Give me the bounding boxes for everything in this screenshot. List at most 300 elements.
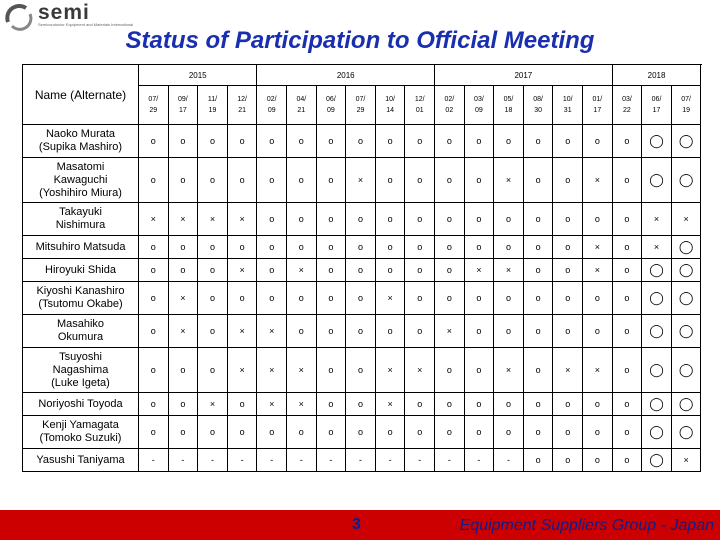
attendance-mark: - — [227, 449, 257, 472]
attendance-mark: × — [464, 259, 494, 282]
member-name-line: (Luke Igeta) — [51, 376, 110, 389]
member-name-line: Naoko Murata — [45, 128, 116, 140]
attendance-mark: o — [287, 282, 317, 315]
attendance-mark: o — [168, 158, 198, 203]
date-month: 12/ — [237, 96, 247, 103]
attendance-mark: o — [405, 315, 435, 348]
member-name-line: (Tsutomu Okabe) — [38, 298, 123, 310]
attendance-mark: o — [464, 282, 494, 315]
year-header-row — [23, 65, 701, 86]
date-day: 29 — [356, 107, 365, 114]
meeting-date-header — [671, 86, 701, 125]
attendance-mark: o — [583, 449, 613, 472]
attendance-mark: o — [523, 393, 553, 416]
attendance-mark: o — [168, 393, 198, 416]
date-day: 21 — [297, 107, 306, 114]
attendance-mark: o — [346, 348, 376, 393]
member-name-cell — [23, 348, 139, 393]
attendance-mark: o — [375, 259, 405, 282]
attendance-mark: o — [257, 259, 287, 282]
attendance-mark: o — [198, 315, 228, 348]
attendance-mark: × — [375, 348, 405, 393]
attendance-mark: ◯ — [671, 236, 701, 259]
attendance-mark: o — [612, 416, 642, 449]
date-month: 05/ — [503, 96, 514, 103]
attendance-mark: ◯ — [642, 449, 672, 472]
date-month: 04/ — [296, 96, 307, 103]
attendance-mark: o — [139, 348, 169, 393]
member-name-line: Kenji Yamagata — [42, 419, 119, 431]
attendance-mark: - — [375, 449, 405, 472]
attendance-mark: ◯ — [642, 315, 672, 348]
attendance-mark: o — [139, 282, 169, 315]
date-day: 19 — [682, 107, 691, 114]
attendance-mark: o — [494, 393, 524, 416]
attendance-mark: o — [227, 236, 257, 259]
attendance-mark: o — [523, 259, 553, 282]
attendance-mark: × — [168, 315, 198, 348]
date-month: 12/ — [414, 96, 425, 103]
attendance-mark: o — [405, 393, 435, 416]
member-name-line: Tsuyoshi — [59, 350, 102, 363]
attendance-mark: o — [553, 315, 583, 348]
attendance-mark: o — [464, 315, 494, 348]
attendance-mark: o — [405, 158, 435, 203]
date-month: 02/ — [444, 96, 455, 103]
attendance-mark: o — [375, 416, 405, 449]
member-row — [23, 282, 701, 315]
member-row — [23, 125, 701, 158]
attendance-mark: × — [494, 259, 524, 282]
member-row — [23, 236, 701, 259]
attendance-mark: o — [227, 416, 257, 449]
attendance-mark: o — [139, 158, 169, 203]
attendance-mark: o — [287, 125, 317, 158]
attendance-mark: o — [612, 282, 642, 315]
attendance-mark: × — [139, 203, 169, 236]
attendance-mark: o — [612, 125, 642, 158]
member-name-cell — [23, 259, 139, 282]
attendance-mark: o — [168, 236, 198, 259]
date-day: 21 — [238, 107, 246, 114]
page-number: 3 — [352, 516, 361, 533]
attendance-mark: o — [435, 259, 465, 282]
date-month: 08/ — [533, 96, 543, 103]
date-day: 09 — [267, 107, 276, 114]
date-day: 22 — [623, 107, 631, 114]
attendance-mark: o — [257, 236, 287, 259]
date-month: 07/ — [681, 96, 691, 103]
member-name-line: Takayuki — [59, 206, 102, 218]
attendance-mark: o — [375, 125, 405, 158]
attendance-mark: o — [583, 416, 613, 449]
attendance-mark: o — [464, 348, 494, 393]
member-name-cell — [23, 236, 139, 259]
attendance-mark: o — [464, 158, 494, 203]
date-month: 03/ — [474, 96, 484, 103]
attendance-mark: o — [227, 125, 257, 158]
meeting-date-header — [316, 86, 346, 125]
member-name-cell — [23, 315, 139, 348]
attendance-mark: o — [464, 416, 494, 449]
attendance-mark: × — [198, 203, 228, 236]
logo-tagline: Semiconductor Equipment and Materials International — [38, 22, 134, 27]
attendance-mark: o — [435, 236, 465, 259]
attendance-mark: o — [287, 416, 317, 449]
meeting-date-header — [494, 86, 524, 125]
attendance-mark: o — [316, 282, 346, 315]
attendance-mark: o — [523, 449, 553, 472]
attendance-mark: ◯ — [642, 158, 672, 203]
meeting-date-header — [287, 86, 317, 125]
attendance-mark: o — [553, 236, 583, 259]
attendance-mark: o — [553, 393, 583, 416]
date-month: 02/ — [266, 96, 277, 103]
member-row — [23, 348, 701, 393]
attendance-mark: o — [523, 125, 553, 158]
attendance-mark: o — [435, 282, 465, 315]
meeting-date-header — [612, 86, 642, 125]
attendance-mark: o — [583, 393, 613, 416]
attendance-mark: o — [198, 348, 228, 393]
attendance-mark: o — [435, 416, 465, 449]
meeting-date-header — [227, 86, 257, 125]
attendance-mark: o — [316, 236, 346, 259]
attendance-mark: × — [227, 259, 257, 282]
attendance-mark: o — [139, 125, 169, 158]
attendance-mark: × — [583, 158, 613, 203]
attendance-mark: o — [405, 282, 435, 315]
member-name-line: Nishimura — [55, 219, 106, 231]
meeting-date-header — [375, 86, 405, 125]
attendance-mark: o — [139, 236, 169, 259]
attendance-mark: × — [227, 315, 257, 348]
attendance-mark: o — [346, 259, 376, 282]
attendance-mark: o — [139, 393, 169, 416]
attendance-mark: o — [227, 158, 257, 203]
meeting-date-header — [553, 86, 583, 125]
attendance-mark: o — [316, 348, 346, 393]
attendance-mark: o — [227, 282, 257, 315]
attendance-mark: o — [494, 236, 524, 259]
attendance-mark: × — [671, 449, 701, 472]
attendance-mark: o — [316, 259, 346, 282]
attendance-mark: o — [375, 158, 405, 203]
attendance-mark: ◯ — [642, 416, 672, 449]
attendance-mark: × — [642, 236, 672, 259]
attendance-mark: o — [375, 236, 405, 259]
attendance-mark: o — [435, 203, 465, 236]
attendance-mark: o — [523, 158, 553, 203]
attendance-mark: o — [346, 393, 376, 416]
member-row — [23, 259, 701, 282]
meeting-date-header — [405, 86, 435, 125]
attendance-mark: × — [287, 393, 317, 416]
attendance-mark: o — [346, 416, 376, 449]
year-header: 2016 — [257, 65, 435, 86]
attendance-mark: o — [168, 125, 198, 158]
member-name-line: (Tomoko Suzuki) — [39, 432, 122, 444]
attendance-mark: o — [168, 259, 198, 282]
date-month: 10/ — [562, 96, 573, 103]
attendance-mark: - — [168, 449, 198, 472]
attendance-mark: - — [198, 449, 228, 472]
date-day: 30 — [534, 107, 542, 114]
attendance-mark: o — [464, 393, 494, 416]
meeting-date-header — [139, 86, 169, 125]
attendance-mark: × — [227, 348, 257, 393]
attendance-mark: ◯ — [642, 282, 672, 315]
date-day: 29 — [149, 107, 158, 114]
attendance-mark: o — [375, 203, 405, 236]
member-name-cell — [23, 416, 139, 449]
date-day: 17 — [178, 107, 187, 114]
date-day: 17 — [593, 107, 602, 114]
attendance-mark: o — [583, 125, 613, 158]
attendance-mark: o — [316, 315, 346, 348]
attendance-mark: o — [375, 315, 405, 348]
attendance-mark: o — [257, 203, 287, 236]
attendance-mark: o — [553, 158, 583, 203]
date-day: 09 — [327, 107, 335, 114]
member-row — [23, 393, 701, 416]
attendance-mark: × — [168, 282, 198, 315]
attendance-mark: o — [198, 158, 228, 203]
member-row — [23, 158, 701, 203]
attendance-mark: o — [553, 259, 583, 282]
footer-org: Equipment Suppliers Group - Japan — [459, 517, 714, 534]
attendance-mark: o — [612, 449, 642, 472]
meeting-date-header — [435, 86, 465, 125]
attendance-mark: o — [494, 416, 524, 449]
attendance-mark: o — [257, 158, 287, 203]
date-month: 07/ — [148, 96, 159, 103]
member-name-line: Yasushi Taniyama — [36, 453, 125, 466]
attendance-mark: o — [316, 393, 346, 416]
attendance-mark: - — [139, 449, 169, 472]
footer-bar — [0, 510, 720, 540]
attendance-mark: × — [287, 348, 317, 393]
attendance-mark: ◯ — [671, 158, 701, 203]
meeting-date-header — [168, 86, 198, 125]
attendance-mark: o — [405, 125, 435, 158]
attendance-mark: × — [583, 236, 613, 259]
date-day: 01 — [415, 107, 424, 114]
attendance-mark: - — [346, 449, 376, 472]
attendance-mark: × — [375, 393, 405, 416]
date-month: 09/ — [178, 96, 188, 103]
meeting-date-header — [464, 86, 494, 125]
attendance-mark: - — [287, 449, 317, 472]
date-day: 18 — [504, 107, 513, 114]
attendance-mark: o — [464, 125, 494, 158]
attendance-mark: o — [405, 236, 435, 259]
attendance-mark: o — [494, 315, 524, 348]
attendance-mark: × — [257, 315, 287, 348]
participation-table — [22, 64, 701, 472]
attendance-mark: o — [405, 416, 435, 449]
meeting-date-header — [583, 86, 613, 125]
attendance-mark: × — [583, 348, 613, 393]
attendance-mark: o — [612, 203, 642, 236]
attendance-mark: o — [553, 282, 583, 315]
attendance-mark: - — [316, 449, 346, 472]
member-name-line: Kawaguchi — [53, 173, 108, 186]
date-day: 02 — [445, 107, 454, 114]
attendance-mark: o — [316, 158, 346, 203]
date-day: 14 — [386, 107, 394, 114]
attendance-mark: × — [553, 348, 583, 393]
attendance-mark: - — [257, 449, 287, 472]
attendance-mark: o — [168, 416, 198, 449]
date-day: 09 — [475, 107, 483, 114]
attendance-mark: × — [405, 348, 435, 393]
attendance-mark: ◯ — [671, 393, 701, 416]
meeting-date-header — [198, 86, 228, 125]
date-month: 07/ — [355, 96, 366, 103]
attendance-mark: o — [523, 315, 553, 348]
member-name-line: Nagashima — [52, 363, 109, 376]
attendance-mark: o — [198, 259, 228, 282]
member-name-cell — [23, 449, 139, 472]
attendance-mark: o — [583, 203, 613, 236]
attendance-mark: o — [464, 203, 494, 236]
attendance-mark: × — [227, 203, 257, 236]
attendance-mark: o — [346, 125, 376, 158]
attendance-mark: - — [494, 449, 524, 472]
attendance-mark: o — [523, 348, 553, 393]
member-name-cell — [23, 203, 139, 236]
attendance-mark: ◯ — [671, 259, 701, 282]
attendance-mark: ◯ — [671, 315, 701, 348]
member-name-line: Masahiko — [56, 318, 105, 330]
attendance-mark: ◯ — [671, 125, 701, 158]
year-header: 2015 — [139, 65, 257, 86]
attendance-mark: o — [612, 236, 642, 259]
member-name-line: Noriyoshi Toyoda — [38, 397, 123, 410]
attendance-mark: o — [583, 315, 613, 348]
meeting-date-header — [523, 86, 553, 125]
date-month: 06/ — [326, 96, 336, 103]
attendance-mark: o — [139, 259, 169, 282]
attendance-mark: ◯ — [671, 416, 701, 449]
attendance-mark: × — [494, 158, 524, 203]
year-header: 2017 — [435, 65, 613, 86]
attendance-mark: - — [464, 449, 494, 472]
attendance-mark: o — [346, 203, 376, 236]
attendance-mark: × — [346, 158, 376, 203]
attendance-mark: o — [346, 236, 376, 259]
meeting-date-header — [346, 86, 376, 125]
attendance-mark: o — [257, 282, 287, 315]
attendance-mark: × — [642, 203, 672, 236]
member-row — [23, 449, 701, 472]
attendance-mark: ◯ — [642, 125, 672, 158]
attendance-mark: o — [553, 125, 583, 158]
attendance-mark: o — [198, 282, 228, 315]
attendance-mark: × — [198, 393, 228, 416]
attendance-mark: o — [198, 125, 228, 158]
member-row — [23, 203, 701, 236]
attendance-mark: o — [139, 416, 169, 449]
date-month: 01/ — [592, 96, 603, 103]
attendance-mark: o — [523, 236, 553, 259]
attendance-mark: ◯ — [671, 348, 701, 393]
date-month: 06/ — [651, 96, 662, 103]
date-day: 19 — [208, 107, 217, 114]
attendance-mark: - — [405, 449, 435, 472]
attendance-mark: o — [139, 315, 169, 348]
attendance-mark: o — [168, 348, 198, 393]
member-name-cell — [23, 282, 139, 315]
attendance-mark: o — [405, 203, 435, 236]
member-name-line: Mitsuhiro Matsuda — [35, 240, 126, 253]
attendance-mark: - — [435, 449, 465, 472]
attendance-mark: o — [198, 236, 228, 259]
attendance-mark: o — [346, 282, 376, 315]
member-name-line: (Supika Mashiro) — [38, 141, 123, 153]
meeting-date-header — [257, 86, 287, 125]
year-header: 2018 — [612, 65, 701, 86]
member-name-cell — [23, 125, 139, 158]
attendance-mark: o — [583, 282, 613, 315]
attendance-mark: ◯ — [671, 282, 701, 315]
attendance-mark: o — [316, 125, 346, 158]
attendance-mark: o — [612, 393, 642, 416]
attendance-mark: o — [316, 416, 346, 449]
attendance-mark: o — [523, 203, 553, 236]
attendance-mark: o — [494, 282, 524, 315]
member-name-line: Masatomi — [56, 160, 105, 173]
attendance-mark: ◯ — [642, 348, 672, 393]
date-month: 11/ — [207, 96, 218, 103]
member-name-line: Kiyoshi Kanashiro — [36, 285, 125, 297]
attendance-mark: o — [612, 315, 642, 348]
attendance-mark: o — [464, 236, 494, 259]
attendance-mark: o — [435, 348, 465, 393]
attendance-mark: o — [435, 393, 465, 416]
member-row — [23, 315, 701, 348]
attendance-mark: o — [346, 315, 376, 348]
logo-wordmark: semi — [38, 1, 90, 24]
attendance-mark: o — [612, 158, 642, 203]
date-day: 31 — [563, 107, 572, 114]
attendance-mark: o — [257, 416, 287, 449]
attendance-mark: ◯ — [642, 259, 672, 282]
date-month: 03/ — [622, 96, 632, 103]
member-row — [23, 416, 701, 449]
member-name-line: Okumura — [57, 331, 104, 343]
attendance-mark: o — [494, 125, 524, 158]
attendance-mark: o — [553, 203, 583, 236]
attendance-mark: o — [523, 282, 553, 315]
date-day: 17 — [652, 107, 661, 114]
attendance-mark: × — [435, 315, 465, 348]
meeting-date-header — [642, 86, 672, 125]
attendance-mark: o — [523, 416, 553, 449]
attendance-mark: o — [405, 259, 435, 282]
attendance-mark: o — [287, 158, 317, 203]
name-column-header: Name (Alternate) — [23, 65, 139, 125]
attendance-mark: × — [257, 393, 287, 416]
attendance-mark: × — [494, 348, 524, 393]
attendance-mark: o — [316, 203, 346, 236]
page-title: Status of Participation to Official Meeting — [125, 27, 595, 54]
attendance-mark: o — [553, 416, 583, 449]
attendance-mark: o — [198, 416, 228, 449]
attendance-mark: o — [287, 203, 317, 236]
member-name-cell — [23, 158, 139, 203]
